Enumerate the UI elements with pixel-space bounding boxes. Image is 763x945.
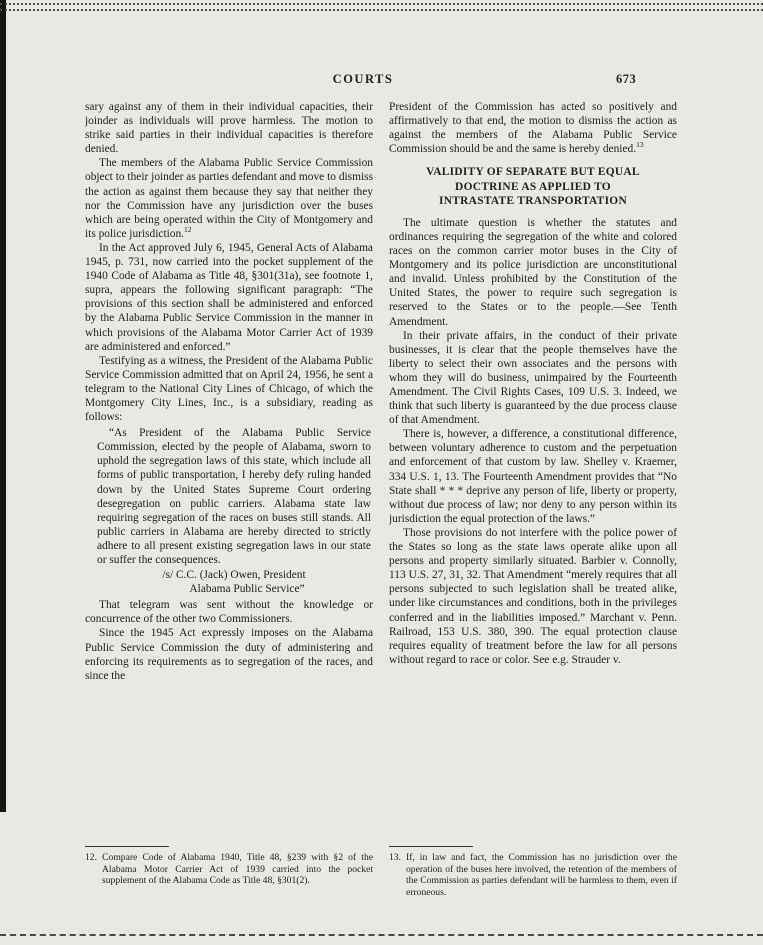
footnote-ref-12: 12 xyxy=(184,225,192,235)
paragraph xyxy=(389,100,677,156)
footnote-text: 13. If, in law and fact, the Commission has no jurisdiction over the operation of the buses here involved, the retention of the members of the Commission as parties defendant will be harmless to them, even if erroneous. xyxy=(389,852,677,898)
footnote-ref-13: 13 xyxy=(636,140,644,150)
paragraph: Those provisions do not interfere with the police power of the States so long as the state laws operate alike upon all persons and property similarly situated. Barbier v. Connolly, 113 U.S. 27, 31, 32. That Amendment “merely requires that all persons subjected to such legislation shall be treated alike, under like circumstances and conditions, both in the privileges conferred and in the liabilities imposed.” Marchant v. Penn. Railroad, 153 U.S. 380, 390. The equal protection clause requires equality of treatment before the law for all persons without regard to race or color. See e.g. Strauder v. xyxy=(389,526,677,666)
paragraph: sary against any of them in their individual capacities, their joinder as individuals will prove harmless. The motion to strike said parties in their individual capacities is therefore denied. xyxy=(85,101,373,156)
running-head xyxy=(85,72,677,87)
perforation-top xyxy=(0,3,763,11)
footnote-12 xyxy=(85,846,373,887)
paragraph: There is, however, a difference, a constitutional difference, between voluntary adherence to custom and the perpetuation and enforcement of that custom by law. Shelley v. Kraemer, 334 U.S. 1, 13. The Fourteenth Amendment provides that “No State shall * * * deprive any person of life, liberty or property, without due process of law; nor deny to any person within its jurisdiction the equal protection of the laws.” xyxy=(389,428,677,525)
paragraph: The ultimate question is whether the statutes and ordinances requiring the segregation of the white and colored races on the common carrier motor buses in the City of Montgomery and its police jurisdiction are unconstitutional and invalid. Unless prohibited by the Constitution of the United States, the power to require such segregation is reserved to the States or to the people.—See Tenth Amendment. xyxy=(389,216,677,328)
paragraph: Since the 1945 Act expressly imposes on the Alabama Public Service Commission the duty of administering and enforcing its requirements as to segregation of the races, and since the xyxy=(85,627,373,682)
right-column xyxy=(389,100,677,844)
signature-line: Alabama Public Service” xyxy=(189,583,305,596)
section-heading xyxy=(389,165,677,209)
footnote-13 xyxy=(389,846,677,898)
heading-line: INTRASTATE TRANSPORTATION xyxy=(438,195,627,208)
telegram-signature xyxy=(97,568,371,596)
paragraph: In their private affairs, in the conduct of their private businesses, it is clear that the people themselves have the liberty to select their own associates and the persons with whom they will do business, unimpaired by the Fourteenth Amendment. The Civil Rights Cases, 109 U.S. 3. Indeed, we think that such liberty is guaranteed by the due process clause of that Amendment. xyxy=(389,329,677,427)
footnote-text: 12. Compare Code of Alabama 1940, Title 48, §239 with §2 of the Alabama Motor Carrier Act of 1939 carried into the pocket supplement of the Alabama Code as Title 48, §301(2). xyxy=(85,852,373,887)
page-title: COURTS xyxy=(332,72,394,86)
paragraph xyxy=(85,156,373,241)
heading-line: VALIDITY OF SEPARATE BUT EQUAL xyxy=(426,166,640,179)
footnote-divider xyxy=(85,846,169,847)
footnote-divider xyxy=(389,846,473,847)
telegram-text: “As President of the Alabama Public Service Commission, elected by the people of Alabama, sworn to uphold the segregation laws of this state, which include all forms of public transportation, I hereby defy ruling handed down by the United States Supreme Court ordering desegregation on public carriers. Alabama state law requiring segregation of the races on buses still stands. All public carriers in Alabama are hereby directed to strictly adhere to all present existing segregation laws in our state or suffer the consequences. xyxy=(97,427,371,566)
paragraph: In the Act approved July 6, 1945, General Acts of Alabama 1945, p. 731, now carried into the pocket supplement of the 1940 Code of Alabama as Title 48, §301(31a), see footnote 1, supra, appears the following significant paragraph: “The provisions of this section shall be administered and enforced by the Alabama Public Service Commission in the manner in which provisions of the Alabama Motor Carrier Act of 1939 are administered and enforced.” xyxy=(85,241,373,353)
paragraph: Testifying as a witness, the President of the Alabama Public Service Commission admitted that on April 24, 1956, he sent a telegram to the National City Lines of Chicago, of which the Montgomery City Lines, Inc., is a subsidiary, reading as follows: xyxy=(85,354,373,424)
telegram-quote xyxy=(97,426,371,596)
paragraph: That telegram was sent without the knowledge or concurrence of the other two Commissioners. xyxy=(85,599,373,626)
paragraph-text: The members of the Alabama Public Service Commission object to their joinder as parties defendant and move to dismiss the action as against them because they say that neither they nor the Commission have any jurisdiction over the buses which are being operated within the City of Montgomery and its police jurisdiction. xyxy=(85,157,373,240)
perforation-bottom xyxy=(0,934,763,936)
scan-edge-bar xyxy=(0,0,6,812)
paragraph-text: President of the Commission has acted so positively and affirmatively to that end, the motion to dismiss the action as against the members of the Alabama Public Service Commission should be and the same is hereby denied. xyxy=(389,101,677,156)
left-column xyxy=(85,100,373,844)
heading-line: DOCTRINE AS APPLIED TO xyxy=(455,180,611,193)
signature-line: /s/ C.C. (Jack) Owen, President xyxy=(162,569,306,582)
page-number: 673 xyxy=(616,72,637,86)
